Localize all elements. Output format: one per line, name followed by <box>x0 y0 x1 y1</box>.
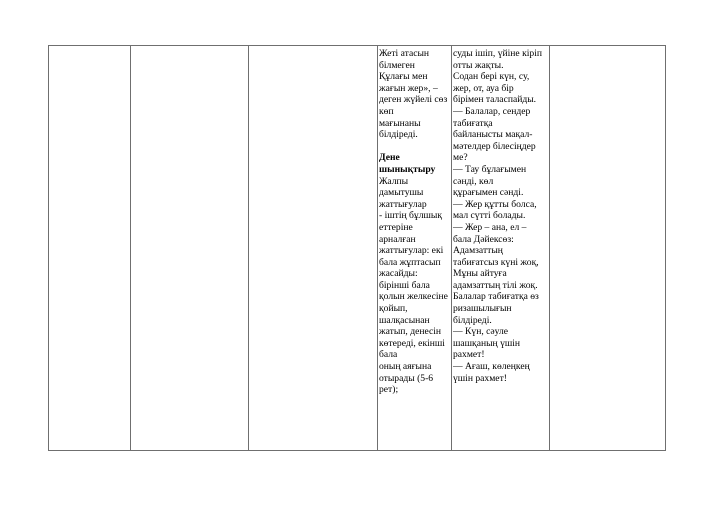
text-line: Содан бері күн, су, <box>453 71 530 83</box>
text-line: Құлағы мен <box>379 71 428 83</box>
text-line: табиғатқа <box>453 117 493 129</box>
text-line: Балалар табиғатқа өз <box>453 291 539 303</box>
text-line: — Жер құтты болса, <box>453 198 537 210</box>
text-line: көп <box>379 105 394 117</box>
text-line: жер, от, ауа бір <box>453 82 514 94</box>
text-line: табиғатсыз күні жоқ, <box>453 256 539 268</box>
text-cell-col4 <box>378 46 452 451</box>
text-line: арналған <box>379 233 416 245</box>
text-line: ризашылығын <box>453 303 512 315</box>
text-line: суды ішіп, үйіне кіріп <box>453 48 543 59</box>
col5-content <box>452 46 549 384</box>
text-line: - іштің бұлшық <box>379 210 442 222</box>
text-line: жатып, денесін <box>379 326 442 338</box>
text-line: — Ағаш, көлеңкең <box>453 361 530 373</box>
text-line: шашқаның үшін <box>453 337 521 349</box>
text-line: үшін рахмет! <box>453 372 507 384</box>
text-line: — Тау бұлағымен <box>453 163 527 175</box>
text-line: отырады (5-6 <box>379 372 434 384</box>
text-line: Мұны айтуға <box>453 268 507 280</box>
text-line: бала Дәйексөз: <box>453 233 514 245</box>
text-cell-col5 <box>452 46 550 451</box>
col4-content <box>378 46 451 396</box>
text-line: отты жақты. <box>453 59 504 71</box>
text-line: еттеріне <box>379 221 413 233</box>
empty-cell-col2 <box>131 46 249 451</box>
text-line: жағын жер», – <box>379 82 438 94</box>
section-heading: шынықтыру <box>379 163 436 175</box>
table-row <box>49 46 666 451</box>
text-line: қойып, <box>379 303 408 315</box>
text-line: оның аяғына <box>379 361 432 373</box>
text-line: көтереді, екінші <box>379 337 445 349</box>
text-line: — Жер – ана, ел – <box>453 221 527 233</box>
empty-cell-col3 <box>249 46 378 451</box>
text-line: бірінші бала <box>379 279 430 291</box>
text-line: шалқасынан <box>379 314 430 326</box>
text-line: мәтелдер білесіңдер <box>453 140 536 152</box>
text-line: ме? <box>453 152 468 164</box>
text-line: деген жүйелі сөз <box>379 94 448 106</box>
paragraph-gap <box>379 141 450 153</box>
text-line: білдіреді. <box>453 314 492 326</box>
text-line: — Күн, сәуле <box>453 326 509 338</box>
text-line: жаттығулар: екі <box>379 245 444 257</box>
text-line: рет); <box>379 384 399 396</box>
text-line: бірімен таласпайды. <box>453 94 537 106</box>
text-line: — Балалар, сендер <box>453 105 531 117</box>
text-line: рахмет! <box>453 349 485 361</box>
text-line: Жеті атасын <box>379 48 430 59</box>
text-line: жаттығулар <box>379 198 427 210</box>
text-line: сәнді, көл <box>453 175 494 187</box>
text-line: мағынаны <box>379 117 421 129</box>
empty-cell-col1 <box>49 46 131 451</box>
text-line: қолын желкесіне <box>379 291 448 303</box>
text-line: бала <box>379 349 398 361</box>
text-line: Адамзаттың <box>453 245 503 257</box>
text-line: бала жұптасып <box>379 256 441 268</box>
text-line: дамытушы <box>379 187 424 199</box>
text-line: байланысты мақал- <box>453 129 533 141</box>
text-line: мал сүтті болады. <box>453 210 526 222</box>
text-line: құрағымен сәнді. <box>453 187 524 199</box>
section-heading: Дене <box>379 152 400 164</box>
text-line: білдіреді. <box>379 129 418 141</box>
text-line: Жалпы <box>379 175 409 187</box>
empty-cell-col6 <box>550 46 666 451</box>
text-line: адамзаттың тілі жоқ. <box>453 279 538 291</box>
lesson-plan-table <box>48 45 666 451</box>
text-line: жасайды: <box>379 268 418 280</box>
text-line: білмеген <box>379 59 415 71</box>
